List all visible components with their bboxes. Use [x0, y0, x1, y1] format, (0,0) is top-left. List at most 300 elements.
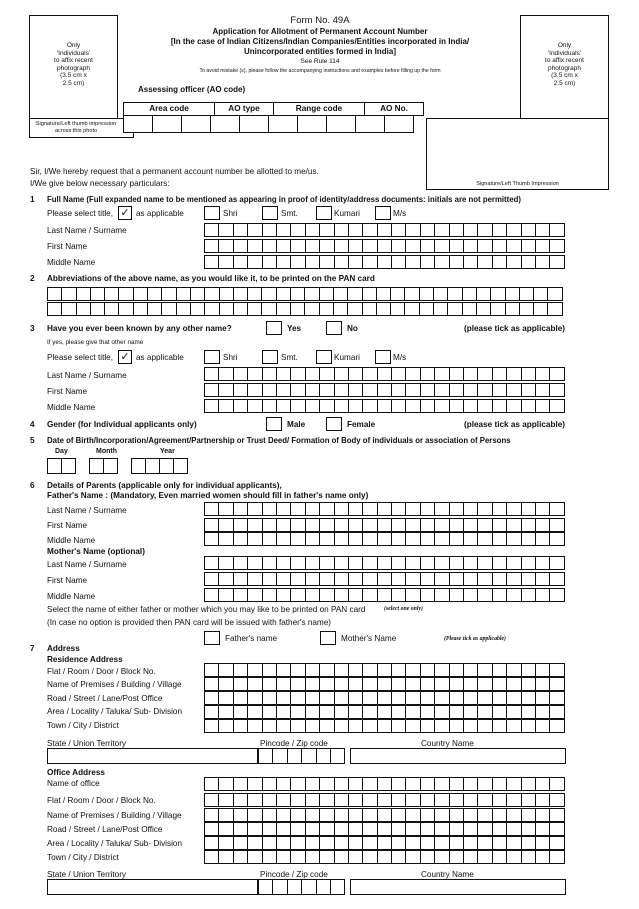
char-box[interactable] [506, 808, 521, 822]
char-box[interactable] [218, 719, 233, 733]
char-box[interactable] [391, 383, 406, 397]
char-box[interactable] [204, 808, 219, 822]
char-box[interactable] [348, 223, 363, 237]
char-box[interactable] [290, 518, 305, 532]
char-box[interactable] [262, 850, 277, 864]
char-box[interactable] [477, 677, 492, 691]
char-box[interactable] [535, 556, 550, 570]
char-box[interactable] [521, 502, 536, 516]
char-box[interactable] [449, 705, 464, 719]
s1-title-smt-checkbox[interactable] [262, 206, 278, 220]
char-box[interactable] [233, 836, 248, 850]
char-box[interactable] [276, 239, 291, 253]
char-box[interactable] [287, 748, 302, 764]
char-box[interactable] [262, 556, 277, 570]
char-box[interactable] [233, 691, 248, 705]
char-box[interactable] [348, 255, 363, 269]
char-box[interactable] [463, 836, 478, 850]
char-box[interactable] [247, 287, 262, 301]
char-box[interactable] [449, 532, 464, 546]
char-box[interactable] [434, 572, 449, 586]
char-box[interactable] [463, 223, 478, 237]
char-box[interactable] [449, 367, 464, 381]
char-box[interactable] [233, 719, 248, 733]
char-box[interactable] [319, 239, 334, 253]
char-box[interactable] [449, 850, 464, 864]
char-box[interactable] [449, 822, 464, 836]
char-box[interactable] [334, 255, 349, 269]
char-box[interactable] [506, 793, 521, 807]
char-box[interactable] [377, 223, 392, 237]
char-box[interactable] [362, 777, 377, 791]
char-box[interactable] [362, 287, 377, 301]
char-box[interactable] [463, 383, 478, 397]
char-box[interactable] [305, 223, 320, 237]
char-box[interactable] [305, 677, 320, 691]
char-box[interactable] [506, 719, 521, 733]
char-box[interactable] [104, 302, 119, 316]
char-box[interactable] [420, 223, 435, 237]
char-box[interactable] [276, 793, 291, 807]
char-box[interactable] [305, 705, 320, 719]
char-box[interactable] [521, 850, 536, 864]
char-box[interactable] [61, 302, 76, 316]
char-box[interactable] [434, 518, 449, 532]
char-box[interactable] [330, 748, 345, 764]
char-box[interactable] [262, 677, 277, 691]
s7-pincode-cells[interactable] [258, 748, 344, 764]
char-box[interactable] [334, 572, 349, 586]
char-box[interactable] [477, 777, 492, 791]
s7-country-field[interactable] [350, 748, 566, 764]
char-box[interactable] [420, 518, 435, 532]
char-box[interactable] [492, 518, 507, 532]
char-box[interactable] [233, 572, 248, 586]
char-box[interactable] [262, 518, 277, 532]
char-box[interactable] [218, 777, 233, 791]
char-box[interactable] [348, 572, 363, 586]
char-box[interactable] [247, 239, 262, 253]
char-box[interactable] [218, 808, 233, 822]
char-box[interactable] [161, 287, 176, 301]
char-box[interactable] [276, 719, 291, 733]
char-box[interactable] [347, 287, 362, 301]
char-box[interactable] [319, 572, 334, 586]
char-box[interactable] [161, 302, 176, 316]
char-box[interactable] [463, 572, 478, 586]
char-box[interactable] [390, 302, 405, 316]
char-box[interactable] [405, 850, 420, 864]
char-box[interactable] [233, 822, 248, 836]
char-box[interactable] [521, 822, 536, 836]
char-box[interactable] [276, 556, 291, 570]
char-box[interactable] [391, 808, 406, 822]
char-box[interactable] [391, 518, 406, 532]
char-box[interactable] [347, 302, 362, 316]
char-box[interactable] [362, 302, 377, 316]
char-box[interactable] [133, 302, 148, 316]
char-box[interactable] [334, 822, 349, 836]
char-box[interactable] [449, 793, 464, 807]
char-box[interactable] [391, 223, 406, 237]
char-box[interactable] [247, 572, 262, 586]
char-box[interactable] [434, 239, 449, 253]
char-box[interactable] [506, 822, 521, 836]
char-box[interactable] [521, 691, 536, 705]
char-box[interactable] [505, 302, 520, 316]
char-box[interactable] [348, 518, 363, 532]
char-box[interactable] [362, 836, 377, 850]
char-box[interactable] [204, 850, 219, 864]
char-box[interactable] [276, 502, 291, 516]
char-box[interactable] [290, 777, 305, 791]
char-box[interactable] [434, 663, 449, 677]
char-box[interactable] [290, 556, 305, 570]
char-box[interactable] [549, 572, 564, 586]
char-box[interactable] [276, 223, 291, 237]
char-box[interactable] [377, 367, 392, 381]
char-box[interactable] [348, 588, 363, 602]
char-box[interactable] [290, 383, 305, 397]
char-box[interactable] [449, 399, 464, 413]
char-box[interactable] [204, 287, 219, 301]
char-box[interactable] [218, 793, 233, 807]
char-box[interactable] [348, 822, 363, 836]
char-box[interactable] [477, 367, 492, 381]
char-box[interactable] [405, 777, 420, 791]
char-box[interactable] [362, 223, 377, 237]
char-box[interactable] [535, 822, 550, 836]
char-box[interactable] [233, 850, 248, 864]
char-box[interactable] [377, 383, 392, 397]
char-box[interactable] [147, 287, 162, 301]
char-box[interactable] [247, 777, 262, 791]
s7-state-field[interactable] [47, 748, 258, 764]
char-box[interactable] [492, 705, 507, 719]
char-box[interactable] [304, 287, 319, 301]
char-box[interactable] [247, 793, 262, 807]
char-box[interactable] [233, 808, 248, 822]
char-box[interactable] [218, 399, 233, 413]
char-box[interactable] [549, 777, 564, 791]
char-box[interactable] [319, 677, 334, 691]
char-box[interactable] [305, 255, 320, 269]
char-box[interactable] [276, 691, 291, 705]
char-box[interactable] [348, 677, 363, 691]
char-box[interactable] [247, 705, 262, 719]
char-box[interactable] [204, 677, 219, 691]
char-box[interactable] [334, 850, 349, 864]
char-box[interactable] [449, 663, 464, 677]
char-box[interactable] [362, 691, 377, 705]
char-box[interactable] [463, 777, 478, 791]
char-box[interactable] [276, 367, 291, 381]
char-box[interactable] [319, 691, 334, 705]
char-box[interactable] [449, 572, 464, 586]
char-box[interactable] [377, 836, 392, 850]
char-box[interactable] [305, 836, 320, 850]
char-box[interactable] [319, 556, 334, 570]
char-box[interactable] [334, 383, 349, 397]
char-box[interactable] [233, 239, 248, 253]
char-box[interactable] [276, 383, 291, 397]
char-box[interactable] [391, 850, 406, 864]
char-box[interactable] [549, 532, 564, 546]
char-box[interactable] [405, 556, 420, 570]
char-box[interactable] [492, 850, 507, 864]
char-box[interactable] [506, 399, 521, 413]
char-box[interactable] [420, 572, 435, 586]
char-box[interactable] [377, 518, 392, 532]
char-box[interactable] [334, 705, 349, 719]
char-box[interactable] [535, 808, 550, 822]
char-box[interactable] [204, 572, 219, 586]
char-box[interactable] [290, 588, 305, 602]
char-box[interactable] [334, 808, 349, 822]
char-box[interactable] [204, 399, 219, 413]
char-box[interactable] [477, 850, 492, 864]
char-box[interactable] [420, 532, 435, 546]
char-box[interactable] [535, 383, 550, 397]
char-box[interactable] [463, 502, 478, 516]
char-box[interactable] [247, 677, 262, 691]
char-box[interactable] [420, 239, 435, 253]
char-box[interactable] [434, 705, 449, 719]
char-box[interactable] [535, 532, 550, 546]
char-box[interactable] [262, 383, 277, 397]
char-box[interactable] [204, 518, 219, 532]
s7-office-country-field[interactable] [350, 879, 566, 895]
char-box[interactable] [490, 287, 505, 301]
char-box[interactable] [239, 115, 269, 133]
char-box[interactable] [377, 572, 392, 586]
char-box[interactable] [535, 705, 550, 719]
char-box[interactable] [492, 239, 507, 253]
char-box[interactable] [133, 287, 148, 301]
char-box[interactable] [420, 850, 435, 864]
char-box[interactable] [521, 556, 536, 570]
s5-month-cells[interactable] [89, 458, 117, 474]
s6-mother-last-name-cells[interactable] [204, 556, 564, 570]
char-box[interactable] [506, 223, 521, 237]
char-box[interactable] [506, 677, 521, 691]
char-box[interactable] [549, 691, 564, 705]
char-box[interactable] [348, 663, 363, 677]
char-box[interactable] [449, 677, 464, 691]
char-box[interactable] [420, 793, 435, 807]
char-box[interactable] [419, 302, 434, 316]
char-box[interactable] [477, 705, 492, 719]
char-box[interactable] [319, 502, 334, 516]
char-box[interactable] [463, 556, 478, 570]
char-box[interactable] [190, 302, 205, 316]
s7-office-premises-cells[interactable] [204, 808, 564, 822]
char-box[interactable] [377, 399, 392, 413]
char-box[interactable] [521, 677, 536, 691]
char-box[interactable] [334, 793, 349, 807]
char-box[interactable] [391, 719, 406, 733]
char-box[interactable] [204, 255, 219, 269]
char-box[interactable] [247, 588, 262, 602]
char-box[interactable] [262, 367, 277, 381]
char-box[interactable] [535, 663, 550, 677]
s7-road-cells[interactable] [204, 691, 564, 705]
char-box[interactable] [420, 836, 435, 850]
char-box[interactable] [290, 836, 305, 850]
s7-office-area-cells[interactable] [204, 836, 564, 850]
char-box[interactable] [521, 777, 536, 791]
char-box[interactable] [348, 399, 363, 413]
char-box[interactable] [477, 572, 492, 586]
char-box[interactable] [290, 532, 305, 546]
char-box[interactable] [521, 518, 536, 532]
char-box[interactable] [247, 663, 262, 677]
s1-middle-name-cells[interactable] [204, 255, 564, 269]
char-box[interactable] [118, 287, 133, 301]
char-box[interactable] [290, 793, 305, 807]
s4-female-checkbox[interactable] [326, 417, 342, 431]
char-box[interactable] [362, 399, 377, 413]
char-box[interactable] [492, 223, 507, 237]
char-box[interactable] [391, 367, 406, 381]
char-box[interactable] [204, 705, 219, 719]
char-box[interactable] [290, 287, 305, 301]
char-box[interactable] [305, 556, 320, 570]
char-box[interactable] [326, 115, 356, 133]
char-box[interactable] [521, 223, 536, 237]
char-box[interactable] [391, 705, 406, 719]
char-box[interactable] [447, 287, 462, 301]
char-box[interactable] [420, 719, 435, 733]
char-box[interactable] [506, 705, 521, 719]
s7-office-pincode-cells[interactable] [258, 879, 344, 895]
char-box[interactable] [449, 223, 464, 237]
char-box[interactable] [477, 719, 492, 733]
char-box[interactable] [305, 518, 320, 532]
char-box[interactable] [492, 777, 507, 791]
char-box[interactable] [305, 239, 320, 253]
char-box[interactable] [463, 677, 478, 691]
char-box[interactable] [420, 502, 435, 516]
char-box[interactable] [377, 777, 392, 791]
char-box[interactable] [218, 255, 233, 269]
char-box[interactable] [535, 691, 550, 705]
char-box[interactable] [233, 677, 248, 691]
char-box[interactable] [348, 777, 363, 791]
char-box[interactable] [290, 808, 305, 822]
char-box[interactable] [47, 302, 62, 316]
char-box[interactable] [434, 691, 449, 705]
char-box[interactable] [305, 691, 320, 705]
char-box[interactable] [391, 556, 406, 570]
char-box[interactable] [549, 502, 564, 516]
char-box[interactable] [103, 458, 118, 474]
char-box[interactable] [123, 115, 153, 133]
char-box[interactable] [233, 663, 248, 677]
char-box[interactable] [118, 302, 133, 316]
char-box[interactable] [404, 302, 419, 316]
char-box[interactable] [462, 287, 477, 301]
char-box[interactable] [305, 822, 320, 836]
s1-last-name-cells[interactable] [204, 223, 564, 237]
char-box[interactable] [204, 822, 219, 836]
char-box[interactable] [476, 302, 491, 316]
char-box[interactable] [405, 239, 420, 253]
char-box[interactable] [261, 287, 276, 301]
char-box[interactable] [477, 808, 492, 822]
char-box[interactable] [377, 808, 392, 822]
char-box[interactable] [301, 748, 316, 764]
char-box[interactable] [405, 677, 420, 691]
char-box[interactable] [549, 663, 564, 677]
char-box[interactable] [362, 808, 377, 822]
char-box[interactable] [334, 556, 349, 570]
char-box[interactable] [176, 302, 191, 316]
char-box[interactable] [420, 777, 435, 791]
char-box[interactable] [362, 532, 377, 546]
char-box[interactable] [233, 399, 248, 413]
char-box[interactable] [391, 502, 406, 516]
char-box[interactable] [348, 367, 363, 381]
char-box[interactable] [268, 115, 298, 133]
char-box[interactable] [334, 588, 349, 602]
char-box[interactable] [319, 777, 334, 791]
char-box[interactable] [535, 399, 550, 413]
char-box[interactable] [377, 677, 392, 691]
char-box[interactable] [362, 719, 377, 733]
char-box[interactable] [506, 588, 521, 602]
char-box[interactable] [434, 677, 449, 691]
char-box[interactable] [290, 705, 305, 719]
char-box[interactable] [333, 287, 348, 301]
char-box[interactable] [547, 302, 562, 316]
char-box[interactable] [334, 691, 349, 705]
char-box[interactable] [262, 255, 277, 269]
char-box[interactable] [549, 556, 564, 570]
char-box[interactable] [262, 719, 277, 733]
char-box[interactable] [463, 663, 478, 677]
char-box[interactable] [305, 588, 320, 602]
char-box[interactable] [190, 287, 205, 301]
s5-day-cells[interactable] [47, 458, 75, 474]
char-box[interactable] [405, 255, 420, 269]
char-box[interactable] [449, 808, 464, 822]
char-box[interactable] [405, 518, 420, 532]
char-box[interactable] [362, 502, 377, 516]
char-box[interactable] [492, 556, 507, 570]
char-box[interactable] [506, 691, 521, 705]
char-box[interactable] [519, 302, 534, 316]
char-box[interactable] [218, 502, 233, 516]
char-box[interactable] [204, 691, 219, 705]
char-box[interactable] [276, 705, 291, 719]
char-box[interactable] [477, 383, 492, 397]
char-box[interactable] [247, 719, 262, 733]
char-box[interactable] [233, 502, 248, 516]
char-box[interactable] [204, 502, 219, 516]
char-box[interactable] [290, 399, 305, 413]
char-box[interactable] [131, 458, 146, 474]
char-box[interactable] [290, 223, 305, 237]
char-box[interactable] [377, 239, 392, 253]
char-box[interactable] [247, 518, 262, 532]
char-box[interactable] [362, 588, 377, 602]
char-box[interactable] [535, 793, 550, 807]
char-box[interactable] [492, 719, 507, 733]
char-box[interactable] [334, 223, 349, 237]
char-box[interactable] [204, 836, 219, 850]
char-box[interactable] [377, 588, 392, 602]
